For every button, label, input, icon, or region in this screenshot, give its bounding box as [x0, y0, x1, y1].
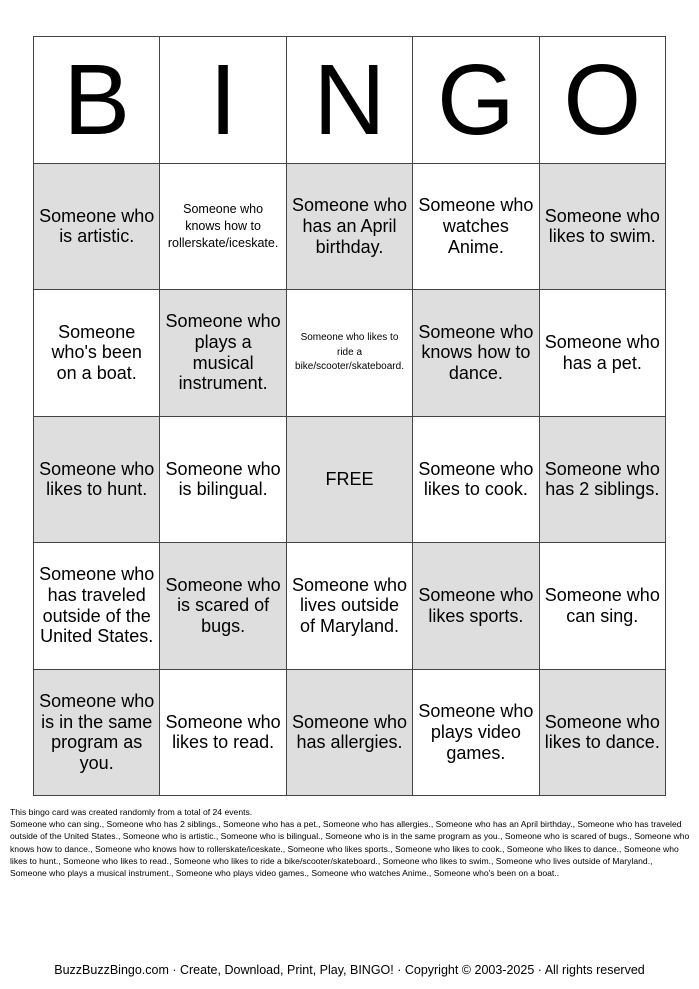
bingo-cell-r3-c5: Someone who has 2 siblings.	[540, 417, 666, 544]
card-info-summary: This bingo card was created randomly from a total of 24 events.	[10, 807, 253, 817]
card-info	[10, 806, 690, 879]
header-letter-b: B	[34, 37, 160, 164]
header-letter-g: G	[413, 37, 539, 164]
bingo-cell-r2-c4: Someone who knows how to dance.	[413, 290, 539, 417]
bingo-cell-r2-c5: Someone who has a pet.	[540, 290, 666, 417]
bingo-cell-r1-c4: Someone who watches Anime.	[413, 164, 539, 291]
bingo-cell-r5-c1: Someone who is in the same program as you.	[34, 670, 160, 797]
bingo-cell-r4-c3: Someone who lives outside of Maryland.	[287, 543, 413, 670]
header-letter-n: N	[287, 37, 413, 164]
bingo-cell-r5-c3: Someone who has allergies.	[287, 670, 413, 797]
footer-copyright: BuzzBuzzBingo.com · Create, Download, Print, Play, BINGO! · Copyright © 2003-2025 · All rights reserved	[54, 963, 645, 977]
bingo-cell-r4-c4: Someone who likes sports.	[413, 543, 539, 670]
bingo-cell-r2-c3: Someone who likes to ride a bike/scooter/skateboard.	[287, 290, 413, 417]
bingo-cell-r2-c2: Someone who plays a musical instrument.	[160, 290, 286, 417]
bingo-cell-r1-c1: Someone who is artistic.	[34, 164, 160, 291]
bingo-cell-r1-c2: Someone who knows how to rollerskate/iceskate.	[160, 164, 286, 291]
bingo-cell-r4-c1: Someone who has traveled outside of the United States.	[34, 543, 160, 670]
header-letter-i: I	[160, 37, 286, 164]
bingo-cell-r4-c5: Someone who can sing.	[540, 543, 666, 670]
bingo-cell-r5-c2: Someone who likes to read.	[160, 670, 286, 797]
bingo-cell-r1-c5: Someone who likes to swim.	[540, 164, 666, 291]
bingo-cell-r3-c2: Someone who is bilingual.	[160, 417, 286, 544]
header-letter-o: O	[540, 37, 666, 164]
bingo-cell-r5-c4: Someone who plays video games.	[413, 670, 539, 797]
bingo-cell-r3-c1: Someone who likes to hunt.	[34, 417, 160, 544]
bingo-cell-r4-c2: Someone who is scared of bugs.	[160, 543, 286, 670]
bingo-card	[33, 36, 666, 796]
bingo-cell-r5-c5: Someone who likes to dance.	[540, 670, 666, 797]
bingo-cell-r3-c4: Someone who likes to cook.	[413, 417, 539, 544]
card-info-event-list: Someone who can sing., Someone who has 2 siblings., Someone who has a pet., Someone who has allergies., Someone who has an April birthday., Someone who has traveled outside of the United States., Someone who is artistic., Someone who is bilingual., Someone who is in the same program as you., Someone who is scared of bugs., Someone who knows how to dance., Someone who knows how to rollerskate/iceskate., Someone who likes sports., Someone who likes to cook., Someone who likes to dance., Someone who likes to hunt., Someone who likes to read., Someone who likes to ride a bike/scooter/skateboard., Someone who likes to swim., Someone who lives outside of Maryland., Someone who plays a musical instrument., Someone who plays video games., Someone who watches Anime., Someone who's been on a boat..	[10, 819, 690, 879]
bingo-cell-r1-c3: Someone who has an April birthday.	[287, 164, 413, 291]
bingo-cell-r2-c1: Someone who's been on a boat.	[34, 290, 160, 417]
free-space-cell: FREE	[287, 417, 413, 544]
